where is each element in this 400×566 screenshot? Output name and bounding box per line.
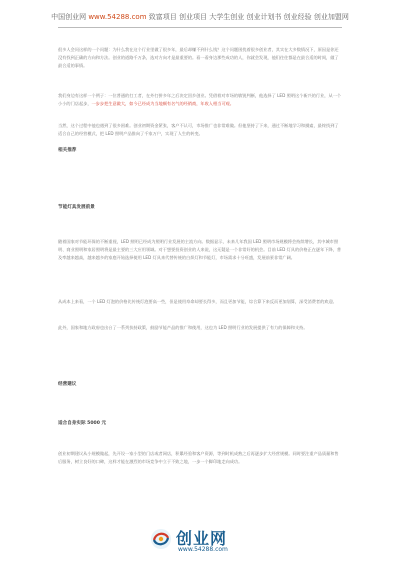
header-divider	[58, 27, 342, 28]
paragraph-5: 从成本上来看，一个 LED 灯泡的价格比传统灯泡要高一些，但是使用寿命却要长得多，而且更加节能，综合算下来反而更加划算，深受消费者的欢迎。	[58, 299, 337, 304]
paragraph-6: 此外，国家和地方政府也出台了一系列扶持政策，鼓励节能产品的推广和使用，这也为 LED 照明行业的发展提供了有力的保障和支持。	[58, 325, 308, 330]
site-domain[interactable]: www.54288.com	[88, 13, 147, 21]
section-heading-prospects: 节能灯具发展前景	[58, 205, 95, 210]
document-header	[0, 12, 400, 22]
site-name: 中国创业网	[51, 13, 87, 21]
footer-brand: 创业网	[176, 529, 228, 548]
paragraph-4: 随着国家对节能环保的不断重视，LED 照明已经成为照明行业发展的主流方向。数据显示，未来几年我国 LED 照明市场规模将会持续增长，其中城市照明、商业照明和家居照明将是最主要的三大应用领域。对于想要投资创业的人来说，这无疑是一个非常好的机会。目前 LED 灯具的价格正在逐年下降，普及率越来越高，越来越多的家庭开始选择使用 LED 灯具来代替传统的白炽灯和节能灯，市场需求十分旺盛，发展前景非常广阔。	[58, 239, 342, 260]
footer-logo	[150, 526, 260, 556]
section-heading-advice: 经营建议	[58, 382, 77, 387]
paragraph-2	[58, 92, 342, 108]
section-heading-budget: 适合自身实际 5000 元	[58, 421, 107, 426]
section-heading-related: 相关推荐	[58, 148, 77, 153]
header-nav: 致富项目 创业项目 大学生创业 创业计划书 创业经验 创业加盟网	[148, 13, 349, 21]
brand-swirl-icon	[150, 528, 172, 550]
paragraph-3: 当然，这个过程中他也遇到了很多困难。创业初期资金紧张，客户不认可，市场推广也非常难做。但他坚持了下来，通过不断地学习和摸索，最终找到了适合自己的经营模式，把 LED 照明产品推向了千家万户，实现了人生的转变。	[58, 123, 339, 136]
paragraph-2-highlight: 一步步把生意做大，如今已经成为当地颇有名气的经销商，年收入相当可观。	[91, 101, 234, 106]
paragraph-2-text: 我们身边有这样一个例子：一位普通的打工者，在外打拼多年之后决定回乡创业。凭借着对市场的敏锐判断，他选择了 LED 照明这个新兴的行业，从一个小小的门店起步，	[58, 93, 342, 106]
paragraph-1: 很多人会问这样的一个问题：为什么我在这个行业里做了很多年，最后却赚不到什么钱？这个问题困扰着很多创业者，其实在大多数情况下，原因是你还没有找到正确的方向和方法。创业的道路千万条，选对方向才是最重要的。看一看身边那些成功的人，你就会发现，他们往往都是在最合适的时间，做了最合适的事情。	[58, 47, 339, 68]
footer-url[interactable]: www.54288.com	[178, 546, 228, 553]
paragraph-7: 创业初期建议从小规模做起，先开设一家小型的门店或者网店，积累经验和客户资源，等到时机成熟之后再逐步扩大经营规模。同时要注重产品质量和售后服务，树立良好的口碑，这样才能在激烈的市场竞争中立于不败之地，一步一个脚印地走向成功。	[58, 451, 339, 464]
